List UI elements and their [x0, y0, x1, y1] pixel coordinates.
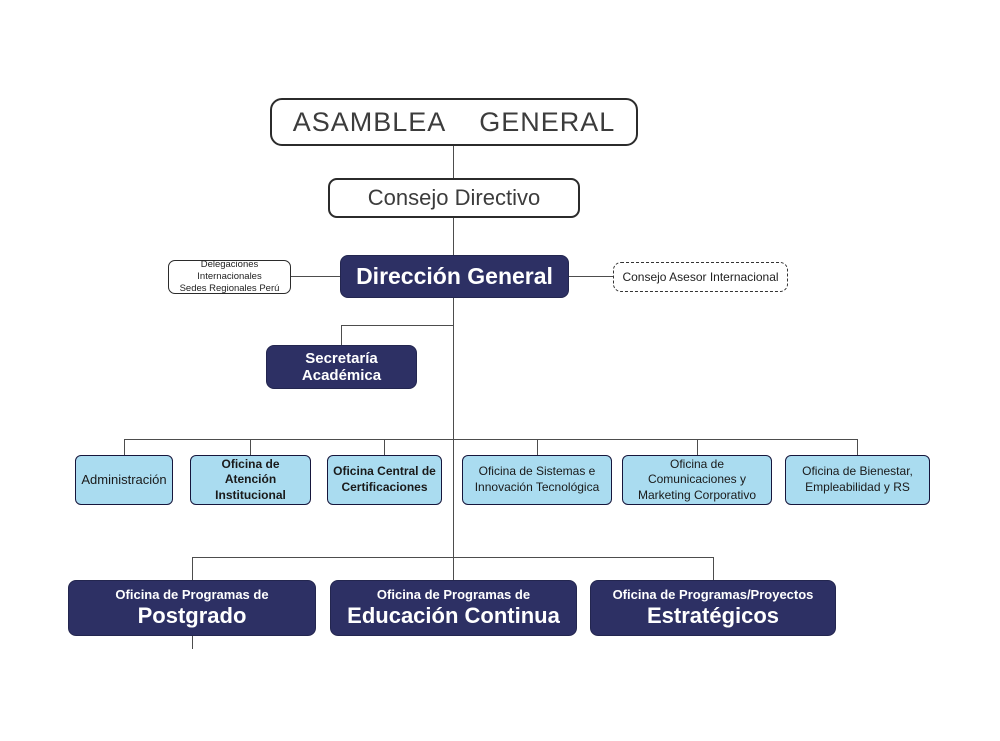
programa-postgrado-line2: Postgrado: [137, 602, 247, 628]
connector-programas-bus: [192, 557, 713, 558]
node-delegaciones-internacionales: [168, 260, 291, 294]
connector-secretaria-h: [341, 325, 453, 326]
connector-oficinas-bus: [124, 439, 858, 440]
node-oficina-bienestar-label: Oficina de Bienestar, Empleabilidad y RS: [802, 464, 913, 494]
connector-drop-postgrado: [192, 557, 193, 580]
node-oficina-sistemas-innovacion: [462, 455, 612, 505]
connector-drop-atencion: [250, 439, 251, 455]
connector-drop-bienestar: [857, 439, 858, 455]
connector-consejo-direccion: [453, 218, 454, 255]
node-secretaria-academica-label: Secretaría Académica: [301, 350, 382, 384]
programa-estrategicos-line1: Oficina de Programas/Proyectos: [612, 586, 814, 602]
node-programas-proyectos-estrategicos: [590, 580, 836, 636]
connector-asamblea-consejo: [453, 146, 454, 178]
connector-secretaria-v: [341, 325, 342, 345]
node-oficina-atencion-institucional: [190, 455, 311, 505]
node-administracion-label: Administración: [81, 471, 167, 487]
node-administracion: [75, 455, 173, 505]
connector-stub-postgrado: [192, 636, 193, 649]
node-oficina-certificaciones-label: Oficina Central de Certificaciones: [333, 464, 436, 494]
connector-drop-administracion: [124, 439, 125, 455]
node-direccion-general-label: Dirección General: [356, 263, 553, 289]
programa-estrategicos-line2: Estratégicos: [646, 602, 780, 628]
connector-drop-comunicaciones: [697, 439, 698, 455]
node-oficina-sistemas-label: Oficina de Sistemas e Innovación Tecnológica: [474, 464, 600, 494]
node-asamblea-general-label: ASAMBLEA GENERAL: [292, 106, 616, 137]
node-programas-educacion-continua: [330, 580, 577, 636]
node-consejo-asesor-label: Consejo Asesor Internacional: [622, 270, 779, 284]
programa-postgrado-line1: Oficina de Programas de: [115, 586, 269, 602]
programa-educacion-line1: Oficina de Programas de: [376, 586, 531, 602]
node-secretaria-academica: [266, 345, 417, 389]
delegaciones-line1: Delegaciones Internacionales: [197, 259, 262, 283]
programa-educacion-line2: Educación Continua: [347, 602, 560, 628]
connector-direccion-asesor: [569, 276, 613, 277]
connector-drop-estrategicos: [713, 557, 714, 580]
node-asamblea-general: [270, 98, 638, 146]
node-oficina-comunicaciones-label: Oficina de Comunicaciones y Marketing Corporativo: [637, 456, 757, 502]
node-oficina-bienestar-empleabilidad: [785, 455, 930, 505]
node-direccion-general: [340, 255, 569, 298]
connector-drop-certificaciones: [384, 439, 385, 455]
node-consejo-asesor-internacional: [613, 262, 788, 292]
node-oficina-atencion-label: Oficina de Atención Institucional: [215, 456, 286, 502]
delegaciones-line2: Sedes Regionales Perú: [179, 282, 280, 294]
connector-delegaciones-direccion: [291, 276, 340, 277]
connector-drop-sistemas: [537, 439, 538, 455]
node-consejo-directivo: [328, 178, 580, 218]
node-consejo-directivo-label: Consejo Directivo: [367, 185, 541, 210]
node-programas-postgrado: [68, 580, 316, 636]
node-oficina-comunicaciones-marketing: [622, 455, 772, 505]
node-oficina-central-certificaciones: [327, 455, 442, 505]
